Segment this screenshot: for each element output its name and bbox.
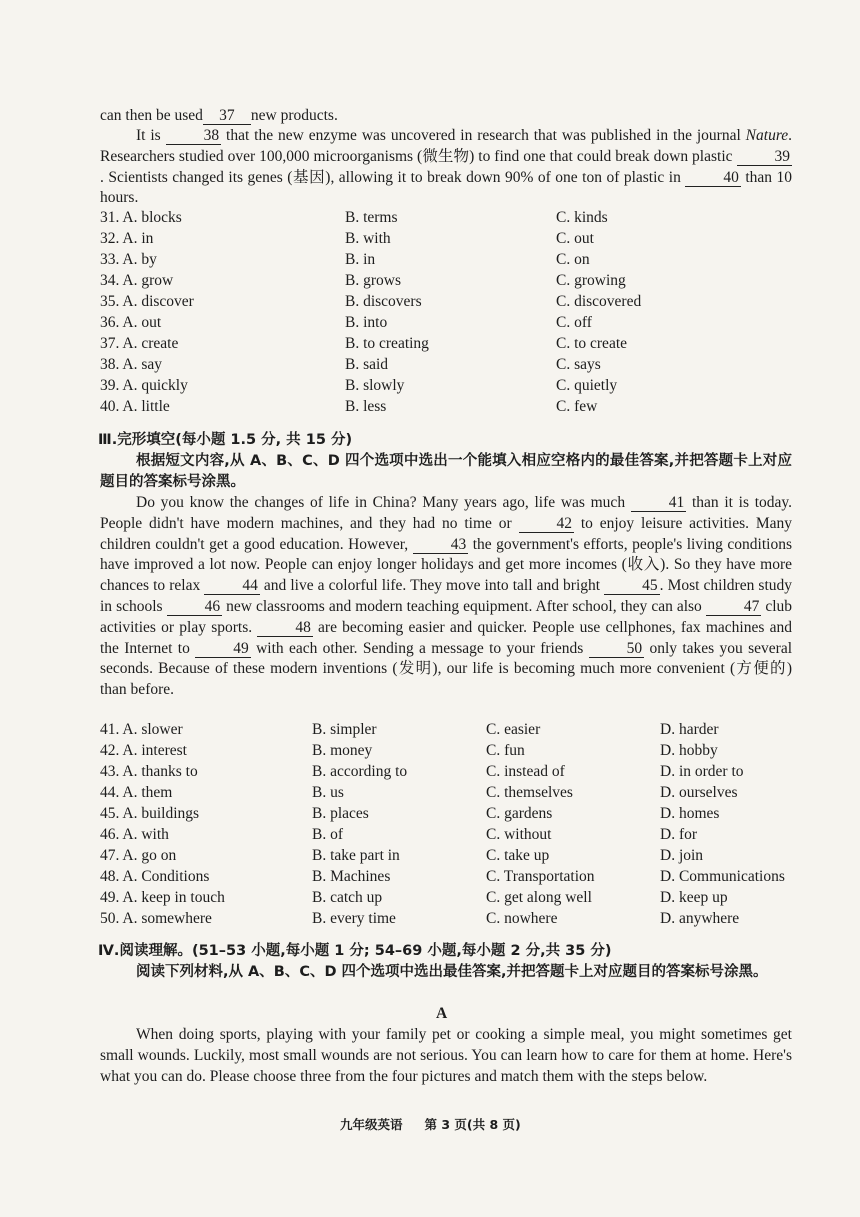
text-span: can then be used [100, 107, 203, 124]
option-choice: C. kinds [556, 209, 608, 226]
text-span: Do you know the changes of life in China? Many years ago, life was much [136, 494, 626, 511]
option-row [100, 291, 820, 312]
option-choice: D. keep up [660, 889, 728, 906]
blank-46: 46 [167, 598, 223, 616]
blank-48: 48 [257, 619, 313, 637]
option-choice: C. says [556, 356, 601, 373]
option-choice: B. every time [312, 910, 396, 927]
option-choice: C. growing [556, 272, 626, 289]
option-choice: B. money [312, 742, 373, 759]
text-span: the government's efforts, people's living conditions have improved a lot now. People can enjoy longer holidays and get more incomes (收入). So they have more chances to relax [100, 535, 793, 595]
option-choice: 31. A. blocks [100, 209, 182, 226]
option-row [100, 207, 820, 228]
option-choice: B. according to [312, 763, 408, 780]
option-choice: C. few [556, 398, 598, 415]
option-row [100, 761, 820, 782]
option-row [100, 249, 820, 270]
option-choice: B. Machines [312, 868, 391, 885]
option-choice: D. ourselves [660, 784, 738, 801]
section-4-title: Ⅳ.阅读理解。(51–53 小题,每小题 1 分; 54–69 小题,每小题 2 分,共 35 分) [98, 943, 612, 959]
option-choice: 46. A. with [100, 826, 169, 843]
text-span: that the new enzyme was uncovered in research that was published in the journal [226, 127, 741, 144]
option-row [100, 312, 820, 333]
option-choice: D. homes [660, 805, 720, 822]
blank-38: 38 [166, 127, 222, 145]
option-choice: C. without [486, 826, 552, 843]
option-choice: 45. A. buildings [100, 805, 200, 822]
option-choice: 41. A. slower [100, 721, 183, 738]
option-choice: 32. A. in [100, 230, 154, 247]
text-span: with each other. Sending a message to your friends [256, 639, 584, 657]
text-span: . Researchers studied over 100,000 microorganisms (微生物) to find one that could break down plastic [100, 127, 793, 165]
blank-49: 49 [195, 640, 251, 658]
option-row [100, 782, 820, 803]
option-row [100, 270, 820, 291]
section-3-title: Ⅲ.完形填空(每小题 1.5 分, 共 15 分) [98, 432, 353, 448]
option-choice: B. simpler [312, 721, 377, 738]
option-choice: B. slowly [345, 377, 405, 394]
option-choice: D. in order to [660, 763, 744, 780]
option-choice: C. out [556, 230, 594, 247]
text-span: new classrooms and modern teaching equipment. After school, they can also [226, 597, 702, 615]
option-choice: D. anywhere [660, 910, 740, 927]
text-span: than it is today. People didn't have modern machines, and they had no time or [100, 494, 793, 532]
option-choice: B. to creating [345, 335, 429, 352]
blank-50: 50 [589, 640, 645, 658]
option-choice: C. instead of [486, 763, 565, 780]
option-choice: 48. A. Conditions [100, 868, 210, 885]
text-span: . Most children study in schools [100, 577, 793, 615]
option-choice: C. themselves [486, 784, 573, 801]
option-choice: C. get along well [486, 889, 592, 906]
option-choice: B. us [312, 784, 344, 801]
option-row [100, 740, 820, 761]
option-row [100, 866, 820, 887]
blank-42: 42 [519, 515, 575, 533]
section-4-instruction: 阅读下列材料,从 A、B、C、D 四个选项中选出最佳答案,并把答题卡上对应题目的答案标号涂黑。 [136, 964, 768, 980]
option-choice: C. take up [486, 847, 550, 864]
footer-subject: 九年级英语 [340, 1117, 403, 1132]
blank-39: 39 [737, 148, 793, 166]
option-choice: C. nowhere [486, 910, 558, 927]
text-span: only takes you several seconds. Because of these modern inventions (发明), our life is becoming much more convenient (方便的) than before. [100, 639, 793, 699]
option-choice: B. less [345, 398, 387, 415]
option-row [100, 396, 820, 417]
text-span: new products. [250, 107, 338, 124]
text-span: . Scientists changed its genes (基因), allowing it to break down 90% of one ton of plastic in [100, 168, 681, 186]
text-span: It is [136, 127, 161, 144]
text-span: and live a colorful life. They move into tall and bright [263, 577, 601, 595]
option-choice: 47. A. go on [100, 847, 177, 864]
option-choice: B. take part in [312, 847, 400, 864]
option-row [100, 333, 820, 354]
option-choice: B. catch up [312, 889, 383, 906]
option-choice: 34. A. grow [100, 272, 174, 289]
option-choice: C. gardens [486, 805, 553, 822]
option-row [100, 228, 820, 249]
option-choice: C. Transportation [486, 868, 595, 885]
option-choice: C. fun [486, 742, 525, 759]
option-row [100, 845, 820, 866]
option-choice: C. discovered [556, 293, 642, 310]
journal-name: Nature [745, 127, 789, 144]
option-choice: 37. A. create [100, 335, 179, 352]
text-span: are becoming easier and quicker. People use cellphones, fax machines and the Internet to [100, 618, 792, 657]
option-choice: C. quietly [556, 377, 618, 394]
option-choice: B. said [345, 356, 389, 373]
option-row [100, 354, 820, 375]
option-choice: 44. A. them [100, 784, 173, 801]
option-choice: B. with [345, 230, 391, 247]
options-41-50 [100, 719, 820, 929]
text-span: to enjoy leisure activities. Many children couldn't get a good education. However, [100, 514, 792, 553]
option-choice: 33. A. by [100, 251, 157, 268]
option-choice: 50. A. somewhere [100, 910, 212, 927]
options-31-40 [100, 207, 820, 417]
option-choice: C. on [556, 251, 590, 268]
option-choice: D. hobby [660, 742, 718, 759]
option-choice: C. off [556, 314, 592, 331]
blank-40: 40 [685, 169, 741, 187]
option-choice: C. easier [486, 721, 541, 738]
passage-line-37 [100, 105, 795, 126]
option-choice: B. into [345, 314, 388, 331]
option-choice: D. join [660, 847, 704, 864]
option-choice: 49. A. keep in touch [100, 889, 225, 906]
page-footer [340, 1115, 543, 1133]
blank-47: 47 [706, 598, 762, 616]
blank-37: 37 [203, 107, 251, 125]
option-choice: 38. A. say [100, 356, 162, 373]
footer-page-number: 第 3 页(共 8 页) [424, 1117, 521, 1132]
reading-passage-a: When doing sports, playing with your family pet or cooking a simple meal, you might sometimes get small wounds. Luckily, most small wounds are not serious. You can learn how to care for them at home. Here's what you can do. Please choose three from the four pictures and match them with the steps below. [100, 1026, 792, 1085]
option-row [100, 719, 820, 740]
option-row [100, 908, 820, 929]
option-choice: B. in [345, 251, 376, 268]
option-choice: B. grows [345, 272, 401, 289]
blank-41: 41 [631, 494, 687, 512]
blank-43: 43 [413, 536, 469, 554]
blank-45: 45 [604, 577, 660, 595]
option-choice: 39. A. quickly [100, 377, 188, 394]
option-choice: 43. A. thanks to [100, 763, 198, 780]
option-row [100, 824, 820, 845]
section-3-instruction: 根据短文内容,从 A、B、C、D 四个选项中选出一个能填入相应空格内的最佳答案,并把答题卡上对应题目的答案标号涂黑。 [100, 453, 792, 490]
option-row [100, 887, 820, 908]
option-row [100, 375, 820, 396]
option-choice: D. for [660, 826, 698, 843]
passage-paragraph [100, 126, 792, 209]
text-span: than 10 hours. [100, 168, 792, 207]
option-choice: D. Communications [660, 868, 785, 885]
text-span: club activities or play sports. [100, 597, 793, 636]
part-a-label: A [436, 1005, 448, 1022]
option-choice: D. harder [660, 721, 719, 738]
option-choice: 42. A. interest [100, 742, 187, 759]
cloze-passage [100, 493, 792, 701]
option-choice: B. places [312, 805, 369, 822]
option-choice: B. of [312, 826, 343, 843]
option-choice: C. to create [556, 335, 628, 352]
option-choice: 35. A. discover [100, 293, 194, 310]
option-choice: 40. A. little [100, 398, 170, 415]
option-choice: B. discovers [345, 293, 422, 310]
option-row [100, 803, 820, 824]
option-choice: 36. A. out [100, 314, 162, 331]
blank-44: 44 [204, 577, 260, 595]
option-choice: B. terms [345, 209, 398, 226]
